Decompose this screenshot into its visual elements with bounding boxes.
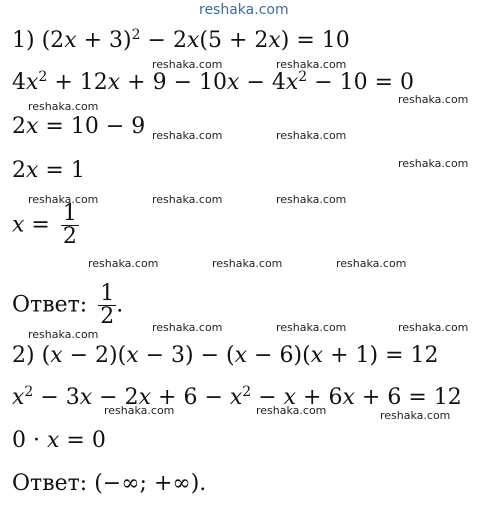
problem1-answer: Ответ: $\frac{1}{2}$ . xyxy=(12,281,124,329)
watermark: reshaka.com xyxy=(276,129,347,142)
solution-fraction: $\frac{1}{2}$ xyxy=(62,201,77,249)
problem1-equation xyxy=(12,27,350,53)
problem1-answer-label: Ответ: xyxy=(12,292,88,318)
watermark: reshaka.com xyxy=(336,257,407,270)
watermark: reshaka.com xyxy=(276,58,347,71)
watermark: reshaka.com xyxy=(152,193,223,206)
problem2-answer-value: (−∞; +∞). xyxy=(94,471,207,496)
watermark: reshaka.com xyxy=(152,129,223,142)
problem1-step-expand: $4x^2 + 12x + 9 - 10x - 4x^2 - 10 = 0$ xyxy=(12,69,415,95)
watermark: reshaka.com xyxy=(152,321,223,334)
problem2-label: 2) xyxy=(12,343,35,368)
problem2-equation xyxy=(12,345,439,367)
problem1-step-simplify: 2x = 10 − 9 xyxy=(12,114,146,139)
watermark: reshaka.com xyxy=(380,409,451,422)
watermark: reshaka.com xyxy=(152,58,223,71)
watermark: reshaka.com xyxy=(28,100,99,113)
problem1-expression: $(2x + 3)^2 - 2x(5 + 2x) = 10$ xyxy=(41,27,350,53)
problem1-label: 1) xyxy=(12,28,35,53)
problem2-answer xyxy=(12,473,206,495)
problem2-expression: (x − 2)(x − 3) − (x − 6)(x + 1) = 12 xyxy=(41,343,439,368)
watermark-top: reshaka.com xyxy=(199,2,289,18)
problem1-step-linear: 2x = 1 xyxy=(12,158,85,183)
answer-fraction: $\frac{1}{2}$ xyxy=(100,281,115,329)
problem2-step-simplify: 0 · x = 0 xyxy=(12,428,106,453)
watermark: reshaka.com xyxy=(276,193,347,206)
watermark: reshaka.com xyxy=(276,321,347,334)
watermark: reshaka.com xyxy=(104,404,175,417)
watermark: reshaka.com xyxy=(88,257,159,270)
watermark: reshaka.com xyxy=(398,321,469,334)
problem2-step-expand: $x^2 - 3x - 2x + 6 - x^2 - x + 6x + 6 = 12$ xyxy=(12,384,462,410)
watermark: reshaka.com xyxy=(28,193,99,206)
watermark: reshaka.com xyxy=(256,404,327,417)
watermark: reshaka.com xyxy=(212,257,283,270)
problem2-answer-label: Ответ: xyxy=(12,471,88,496)
watermark: reshaka.com xyxy=(398,93,469,106)
watermark: reshaka.com xyxy=(398,157,469,170)
problem1-solution: x = $\frac{1}{2}$ xyxy=(12,201,77,249)
watermark: reshaka.com xyxy=(28,328,99,341)
